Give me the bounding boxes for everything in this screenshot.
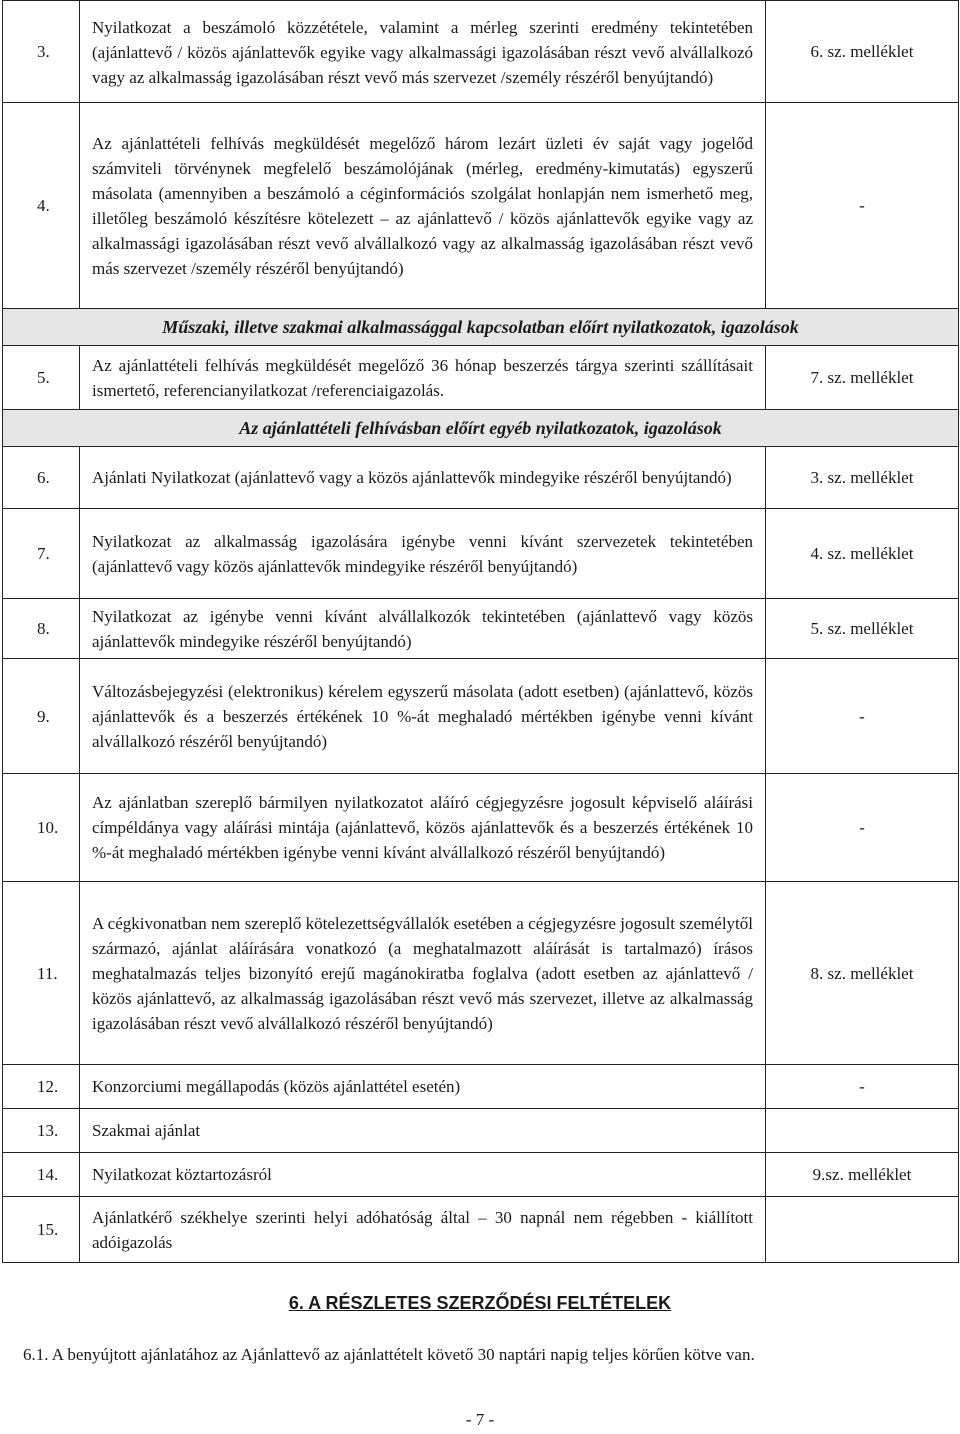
row-attachment: 3. sz. melléklet xyxy=(766,447,959,509)
row-text: Ajánlati Nyilatkozat (ajánlattevő vagy a közös ajánlattevők mindegyike részéről benyújtandó) xyxy=(80,447,766,509)
row-attachment: - xyxy=(766,659,959,774)
row-attachment: 5. sz. melléklet xyxy=(766,599,959,659)
row-text: Változásbejegyzési (elektronikus) kérelem egyszerű másolata (adott esetben) (ajánlattevő, közös ajánlattevők és a beszerzés értékének 10 %-át meghaladó mértékben igénybe venni kívánt alvállalkozó részéről benyújtandó) xyxy=(80,659,766,774)
row-text: Szakmai ajánlat xyxy=(80,1109,766,1153)
row-number: 9. xyxy=(3,659,80,774)
row-text: Nyilatkozat az igénybe venni kívánt alvállalkozók tekintetében (ajánlattevő vagy közös ajánlattevők mindegyike részéről benyújtandó) xyxy=(80,599,766,659)
table-row xyxy=(3,882,959,1065)
rows-c xyxy=(3,447,959,1263)
table-row xyxy=(3,447,959,509)
row-number: 15. xyxy=(3,1197,80,1263)
row-text: A cégkivonatban nem szereplő kötelezettségvállalók esetében a cégjegyzésre jogosult személytől származó, ajánlat aláírására vonatkozó (a meghatalmazott aláírását is tartalmazó) írásos meghatalmazás teljes bizonyító erejű magánokiratba foglalva (adott esetben az ajánlattevő / közös ajánlattevő, az alkalmasság igazolásában részt vevő más szervezet, illetve az alkalmasság igazolásában részt vevő alvállalkozó részéről benyújtandó) xyxy=(80,882,766,1065)
row-text: Nyilatkozat köztartozásról xyxy=(80,1153,766,1197)
documents-table xyxy=(2,0,959,1263)
row-text: Nyilatkozat az alkalmasság igazolására igénybe venni kívánt szervezetek tekintetében (ajánlattevő vagy közös ajánlattevők mindegyike részéről benyújtandó) xyxy=(80,509,766,599)
row-attachment: 6. sz. melléklet xyxy=(766,1,959,103)
row-text: Ajánlatkérő székhelye szerinti helyi adóhatóság által – 30 napnál nem régebben - kiállított adóigazolás xyxy=(80,1197,766,1263)
row-number: 13. xyxy=(3,1109,80,1153)
table-row xyxy=(3,599,959,659)
table-row xyxy=(3,1,959,103)
table-row xyxy=(3,774,959,882)
row-number: 14. xyxy=(3,1153,80,1197)
row-text: Nyilatkozat a beszámoló közzététele, valamint a mérleg szerinti eredmény tekintetében (ajánlattevő / közös ajánlattevők egyike vagy alkalmassági igazolásában részt vevő alvállalkozó vagy az alkalmasság igazolásában részt vevő más szervezet /személy részéről benyújtandó) xyxy=(80,1,766,103)
table-row xyxy=(3,509,959,599)
row-text: Konzorciumi megállapodás (közös ajánlattétel esetén) xyxy=(80,1065,766,1109)
row-attachment xyxy=(766,1109,959,1153)
page-number: - 7 - xyxy=(465,1410,495,1429)
table-row xyxy=(3,659,959,774)
row-text: Az ajánlattételi felhívás megküldését megelőző három lezárt üzleti év saját vagy jogelőd számviteli törvénynek megfelelő beszámolójának (mérleg, eredmény-kimutatás) egyszerű másolata (amennyiben a beszámoló a céginformációs szolgálat honlapján nem ismerhető meg, illetőleg beszámoló készítésre kötelezett – az ajánlattevő / közös ajánlattevők egyike vagy az alkalmassági igazolásában részt vevő alvállalkozó vagy az alkalmasság igazolásában részt vevő más szervezet /személy részéről benyújtandó) xyxy=(80,103,766,309)
paragraph-6-1: 6.1. A benyújtott ajánlatához az Ajánlattevő az ajánlattételt követő 30 naptári napig teljes körűen kötve van. xyxy=(23,1345,755,1364)
row-attachment: 7. sz. melléklet xyxy=(766,346,959,410)
table-row xyxy=(3,1197,959,1263)
row-attachment xyxy=(766,1197,959,1263)
row-number: 4. xyxy=(3,103,80,309)
row-number: 5. xyxy=(3,346,80,410)
row-attachment: - xyxy=(766,1065,959,1109)
rows-a xyxy=(3,1,959,309)
row-number: 10. xyxy=(3,774,80,882)
section-heading-text: 6. A RÉSZLETES SZERZŐDÉSI FELTÉTELEK xyxy=(288,1293,672,1313)
row-attachment: 8. sz. melléklet xyxy=(766,882,959,1065)
row-text: Az ajánlattételi felhívás megküldését megelőző 36 hónap beszerzés tárgya szerinti szállításait ismertető, referencianyilatkozat /referenciaigazolás. xyxy=(80,346,766,410)
table-row xyxy=(3,103,959,309)
row-attachment: 4. sz. melléklet xyxy=(766,509,959,599)
row-attachment: - xyxy=(766,103,959,309)
section-title: Műszaki, illetve szakmai alkalmassággal kapcsolatban előírt nyilatkozatok, igazolások xyxy=(3,309,959,346)
section-other xyxy=(3,410,959,447)
table-row xyxy=(3,1153,959,1197)
table-row xyxy=(3,346,959,410)
row-number: 11. xyxy=(3,882,80,1065)
table-row xyxy=(3,1109,959,1153)
section-header-row xyxy=(3,410,959,447)
row-number: 12. xyxy=(3,1065,80,1109)
row-number: 7. xyxy=(3,509,80,599)
row-attachment: 9.sz. melléklet xyxy=(766,1153,959,1197)
row-text: Az ajánlatban szereplő bármilyen nyilatkozatot aláíró cégjegyzésre jogosult képviselő aláírási címpéldánya vagy aláírási mintája (ajánlattevő, közös ajánlattevők és a beszerzés értékének 10 %-át meghaladó mértékben igénybe venni kívánt alvállalkozó részéről benyújtandó) xyxy=(80,774,766,882)
table-row xyxy=(3,1065,959,1109)
rows-b xyxy=(3,346,959,410)
section-header-row xyxy=(3,309,959,346)
row-number: 3. xyxy=(3,1,80,103)
row-number: 6. xyxy=(3,447,80,509)
row-number: 8. xyxy=(3,599,80,659)
section-title: Az ajánlattételi felhívásban előírt egyéb nyilatkozatok, igazolások xyxy=(3,410,959,447)
row-attachment: - xyxy=(766,774,959,882)
section-technical xyxy=(3,309,959,346)
section-heading xyxy=(0,1291,960,1315)
